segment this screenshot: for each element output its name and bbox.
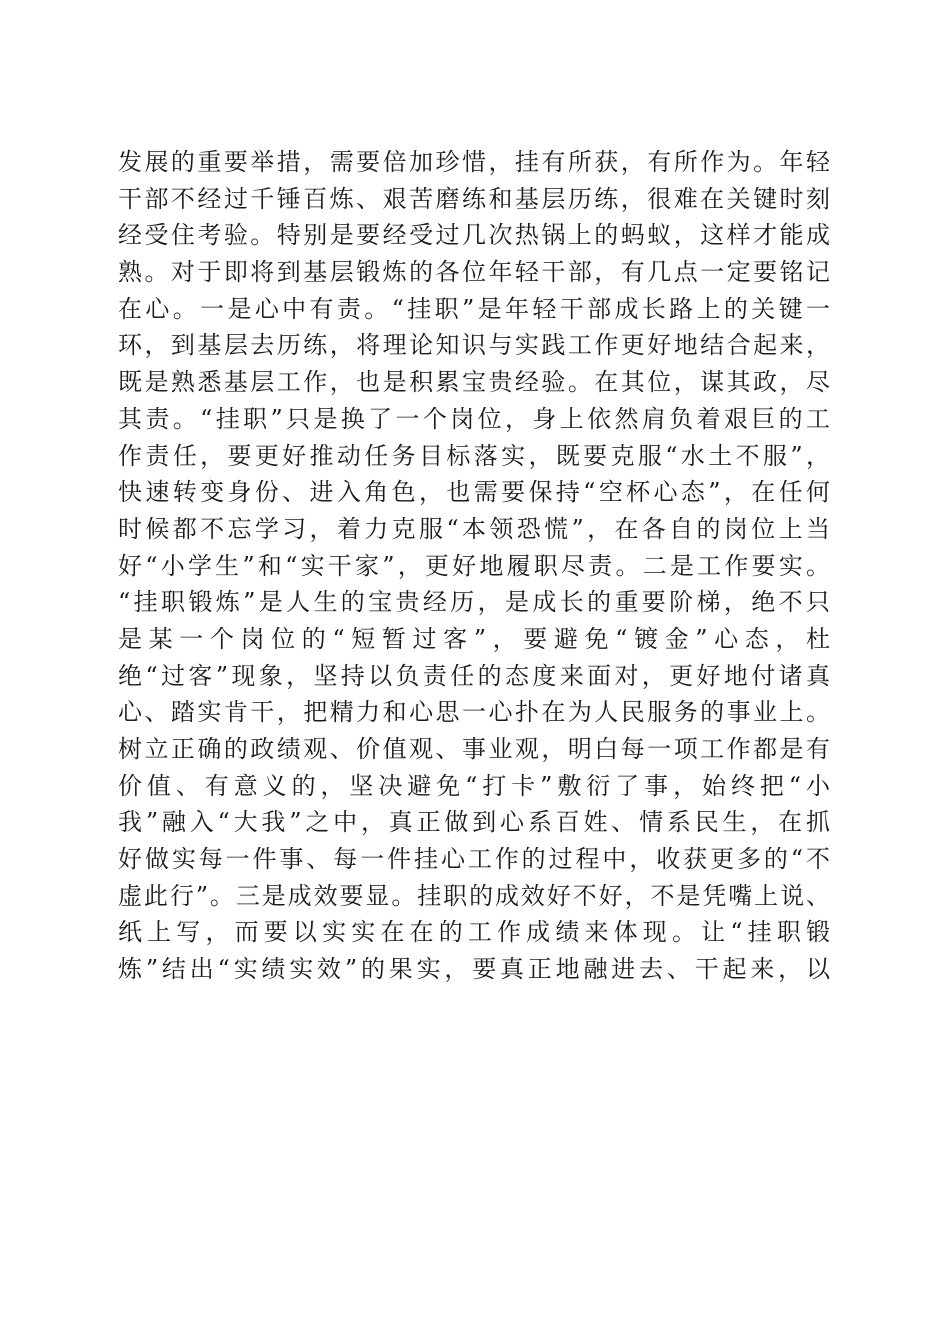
body-text xyxy=(118,144,830,988)
text-line: 是某一个岗位的“短暂过客”，要避免“镀金”心态，杜 xyxy=(118,624,830,653)
text-line: 在心。一是心中有责。“挂职”是年轻干部成长路上的关键一 xyxy=(118,294,830,323)
text-line: 心、踏实肯干，把精力和心思一心扑在为人民服务的事业上。 xyxy=(118,698,830,727)
text-line: 作责任，要更好推动任务目标落实，既要克服“水土不服”， xyxy=(118,441,830,470)
text-line: 树立正确的政绩观、价值观、事业观，明白每一项工作都是有 xyxy=(118,735,830,763)
text-line: “挂职锻炼”是人生的宝贵经历，是成长的重要阶梯，绝不只 xyxy=(118,588,830,617)
text-line: 我”融入“大我”之中，真正做到心系百姓、情系民生，在抓 xyxy=(118,808,830,837)
text-line: 好做实每一件事、每一件挂心工作的过程中，收获更多的“不 xyxy=(118,845,830,874)
text-line: 价值、有意义的，坚决避免“打卡”敷衍了事，始终把“小 xyxy=(118,771,830,800)
text-line: 快速转变身份、进入角色，也需要保持“空杯心态”，在任何 xyxy=(118,478,830,507)
text-line: 干部不经过千锤百炼、艰苦磨练和基层历练，很难在关键时刻 xyxy=(118,184,830,213)
text-line: 纸上写，而要以实实在在的工作成绩来体现。让“挂职锻 xyxy=(118,918,830,947)
text-line: 绝“过客”现象，坚持以负责任的态度来面对，更好地付诸真 xyxy=(118,661,830,690)
text-line: 既是熟悉基层工作，也是积累宝贵经验。在其位，谋其政，尽 xyxy=(118,368,830,397)
text-line: 时候都不忘学习，着力克服“本领恐慌”，在各自的岗位上当 xyxy=(118,514,830,543)
text-line: 经受住考验。特别是要经受过几次热锅上的蚂蚁，这样才能成 xyxy=(118,221,830,250)
text-line: 炼”结出“实绩实效”的果实，要真正地融进去、干起来，以 xyxy=(118,955,830,984)
text-line: 好“小学生”和“实干家”，更好地履职尽责。二是工作要实。 xyxy=(118,551,830,580)
text-line: 虚此行”。三是成效要显。挂职的成效好不好，不是凭嘴上说、 xyxy=(118,881,830,910)
text-line: 发展的重要举措，需要倍加珍惜，挂有所获，有所作为。年轻 xyxy=(118,148,830,176)
text-line: 环，到基层去历练，将理论知识与实践工作更好地结合起来， xyxy=(118,331,830,360)
text-line: 熟。对于即将到基层锻炼的各位年轻干部，有几点一定要铭记 xyxy=(118,258,830,287)
text-line: 其责。“挂职”只是换了一个岗位，身上依然肩负着艰巨的工 xyxy=(118,404,830,433)
